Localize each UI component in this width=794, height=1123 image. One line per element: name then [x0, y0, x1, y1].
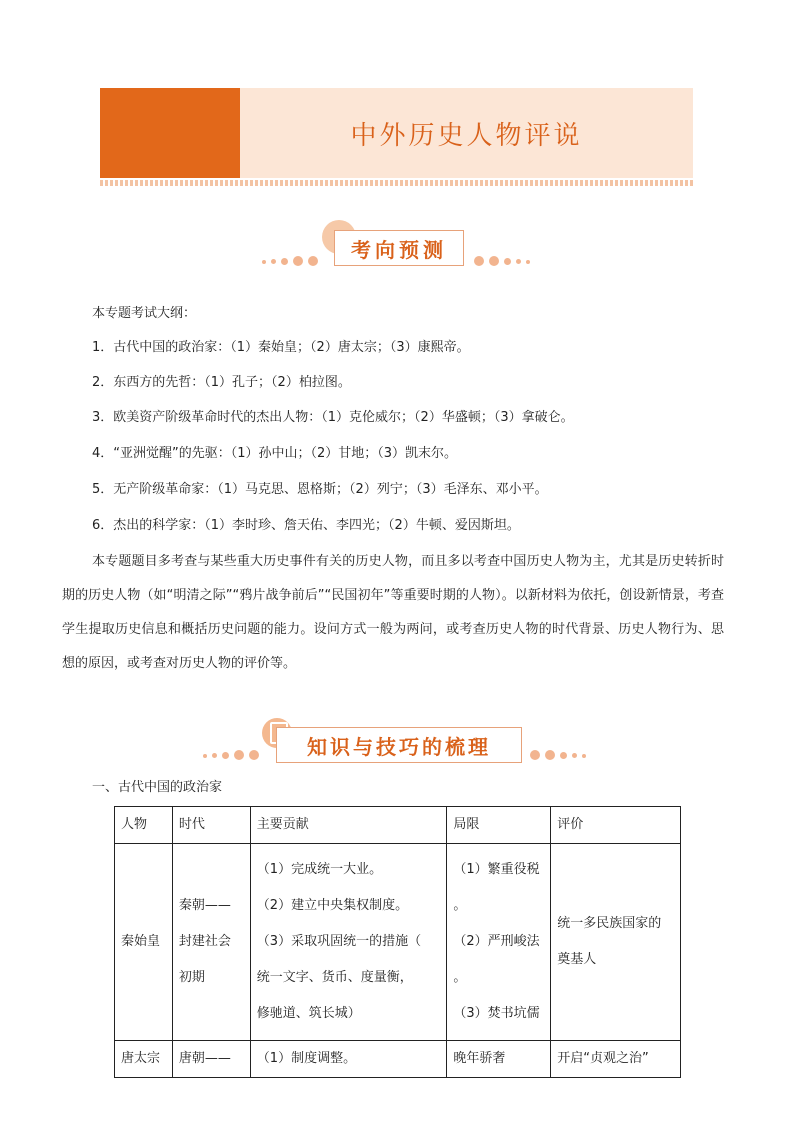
- cell-evaluation: [551, 844, 681, 1041]
- cell-line: （3）焚书坑儒: [453, 1006, 540, 1021]
- decor-dot: [560, 752, 567, 759]
- cell-contribution: （1）制度调整。: [250, 1041, 447, 1078]
- header-person: 人物: [115, 807, 173, 844]
- cell-contribution: [250, 844, 447, 1041]
- cell-line: （1）完成统一大业。: [256, 862, 383, 877]
- header-evaluation: 评价: [551, 807, 681, 844]
- decor-dot: [474, 256, 484, 266]
- title-accent-block: [100, 88, 240, 178]
- cell-line: （2）建立中央集权制度。: [256, 898, 409, 913]
- cell-line: 奠基人: [557, 952, 597, 967]
- decor-dot: [271, 259, 276, 264]
- decor-dot: [530, 750, 540, 760]
- decor-dot: [572, 753, 577, 758]
- summary-paragraph: 本专题题目多考查与某些重大历史事件有关的历史人物，而且多以考查中国历史人物为主，尤其是历史转折时期的历史人物（如“明清之际”“鸦片战争前后”“民国初年”等重要时期的人物）。以新材料为依托，创设新情景，考查学生提取历史信息和概括历史问题的能力。设问方式一般为两问，或考查历史人物的时代背景、历史人物行为、思想的原因，或考查对历史人物的评价等。: [62, 554, 724, 671]
- header-contribution: 主要贡献: [250, 807, 447, 844]
- section-label-knowledge: 知识与技巧的梳理: [276, 727, 522, 763]
- title-underline: [100, 180, 693, 186]
- cell-line: 修驰道、筑长城）: [256, 1006, 361, 1021]
- outline-item: 5．无产阶级革命家：（1）马克思、恩格斯；（2）列宁；（3）毛泽东、邓小平。: [92, 482, 548, 497]
- cell-line: 。: [453, 970, 467, 985]
- cell-line: （1）繁重役税: [453, 862, 540, 877]
- cell-person: 唐太宗: [115, 1041, 173, 1078]
- table-row: [115, 1041, 681, 1078]
- decor-dot: [293, 256, 303, 266]
- outline-item: 1．古代中国的政治家：（1）秦始皇；（2）唐太宗；（3）康熙帝。: [92, 340, 470, 355]
- decor-dot: [489, 256, 499, 266]
- politicians-table: [114, 806, 681, 1078]
- cell-line: 封建社会: [178, 934, 231, 949]
- outline-item: 2．东西方的先哲：（1）孔子；（2）柏拉图。: [92, 375, 351, 390]
- cell-era: [172, 844, 250, 1041]
- outline-item: 4．“亚洲觉醒”的先驱：（1）孙中山；（2）甘地；（3）凯末尔。: [92, 446, 458, 461]
- outline-item: 6．杰出的科学家：（1）李时珍、詹天佑、李四光；（2）牛顿、爱因斯坦。: [92, 518, 520, 533]
- cell-era: 唐朝——: [172, 1041, 250, 1078]
- cell-evaluation: 开启“贞观之治”: [551, 1041, 681, 1078]
- decor-dot: [222, 752, 229, 759]
- decor-dot: [281, 258, 288, 265]
- header-era: 时代: [172, 807, 250, 844]
- decor-dot: [234, 750, 244, 760]
- decor-dot: [582, 754, 586, 758]
- cell-limitation: 晚年骄奢: [447, 1041, 551, 1078]
- decor-dot: [516, 259, 521, 264]
- cell-line: （2）严刑峻法: [453, 934, 540, 949]
- decor-dot: [249, 750, 259, 760]
- decor-dot: [212, 753, 217, 758]
- outline-item: 3．欧美资产阶级革命时代的杰出人物：（1）克伦威尔；（2）华盛顿；（3）拿破仑。: [92, 410, 574, 425]
- decor-dot: [526, 260, 530, 264]
- table-header-row: [115, 807, 681, 844]
- cell-person: 秦始皇: [115, 844, 173, 1041]
- cell-line: 。: [453, 898, 467, 913]
- decor-dot: [545, 750, 555, 760]
- decor-dot: [504, 258, 511, 265]
- page-title: 中外历史人物评说: [350, 120, 583, 151]
- table-subheading: 一、古代中国的政治家: [92, 780, 223, 795]
- table-row: [115, 844, 681, 1041]
- cell-line: 秦朝——: [178, 898, 231, 913]
- outline-intro: 本专题考试大纲：: [92, 306, 197, 321]
- decor-dot: [203, 754, 207, 758]
- header-limitation: 局限: [447, 807, 551, 844]
- cell-line: 统一文字、货币、度量衡，: [256, 970, 413, 985]
- decor-dot: [262, 260, 266, 264]
- section-label-forecast: 考向预测: [334, 230, 464, 266]
- cell-line: 初期: [178, 970, 205, 985]
- cell-line: 统一多民族国家的: [557, 916, 662, 931]
- decor-dot: [308, 256, 318, 266]
- cell-limitation: [447, 844, 551, 1041]
- cell-line: （3）采取巩固统一的措施（: [256, 934, 422, 949]
